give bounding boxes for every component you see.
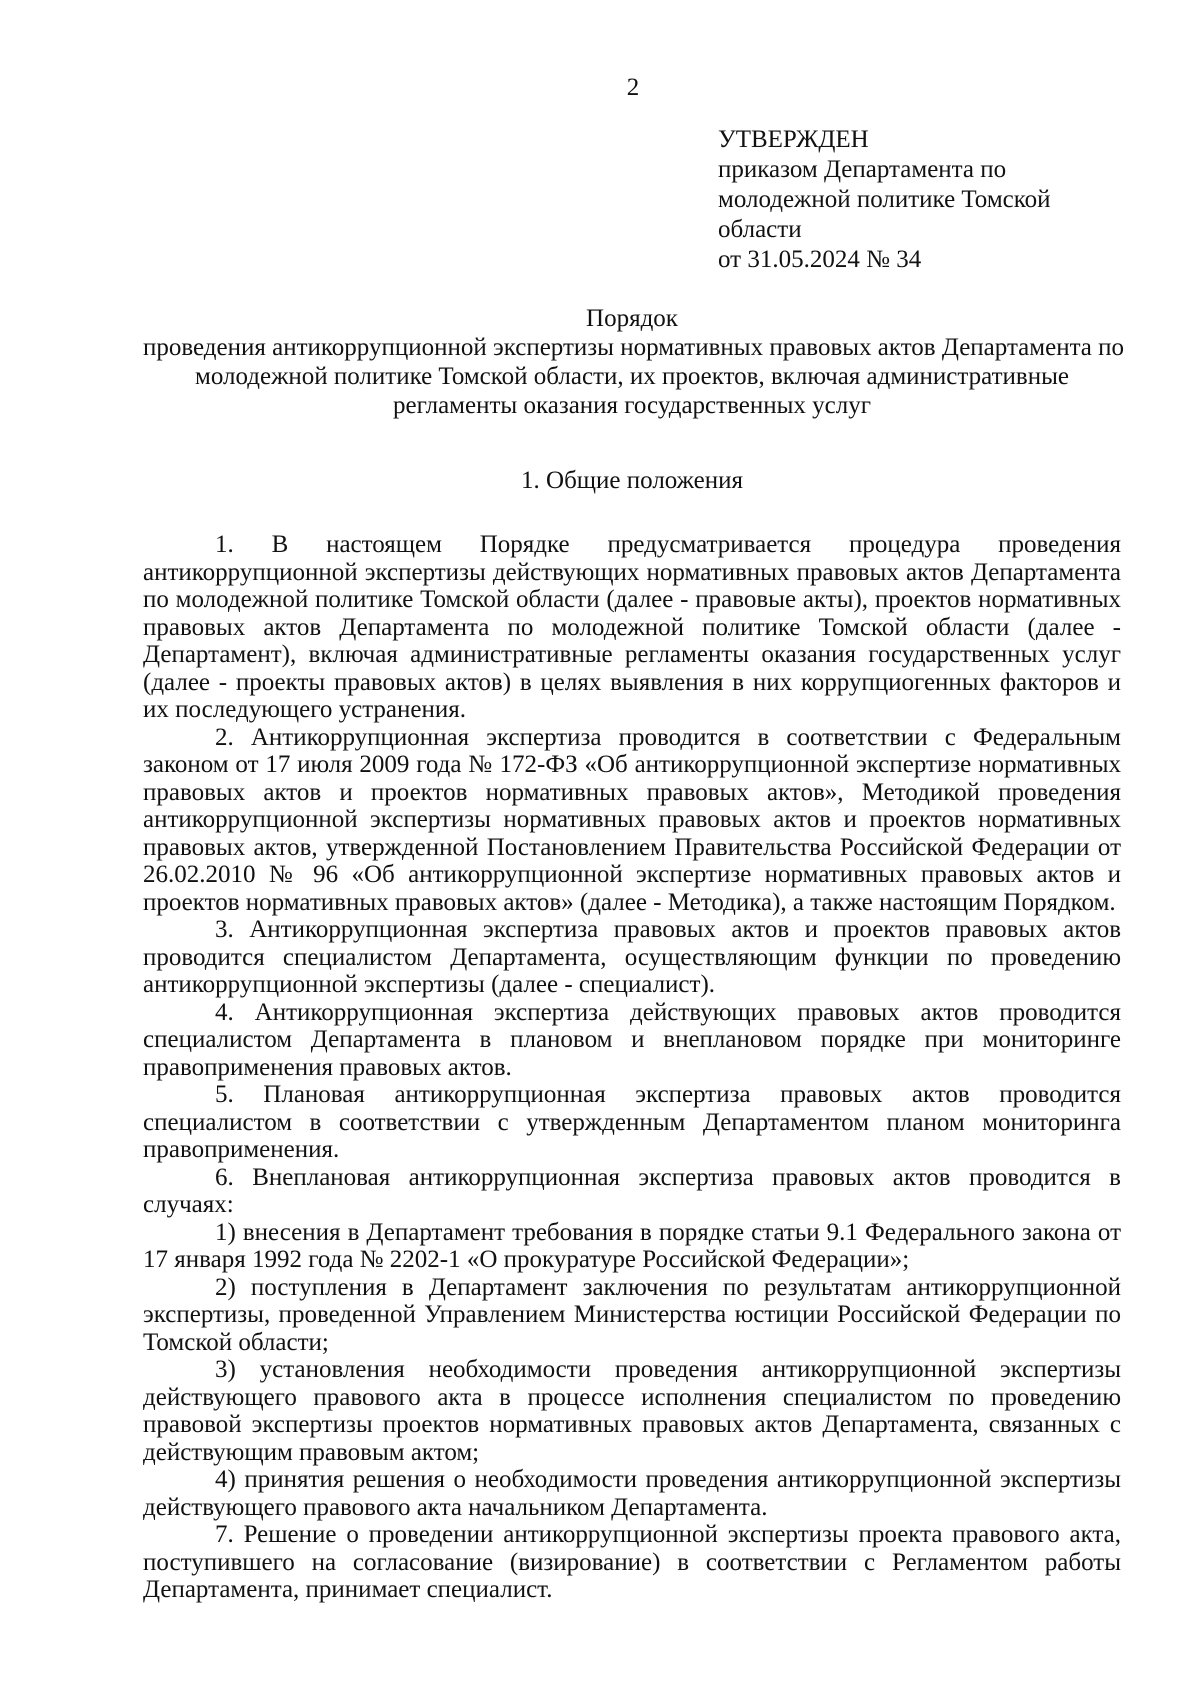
paragraph: 3. Антикоррупционная экспертиза правовых актов и проектов правовых актов проводится специалистом Департамента, осуществляющим функции по проведению антикоррупционной экспертизы (далее - специалист). xyxy=(143,916,1121,998)
paragraph: 1. В настоящем Порядке предусматривается процедура проведения антикоррупционной экспертизы действующих нормативных правовых актов Департамента по молодежной политике Томской области (далее - правовые акты), проектов нормативных правовых актов Департамента по молодежной политике Томской области (далее - Департамент), включая административные регламенты оказания государственных услуг (далее - проекты правовых актов) в целях выявления в них коррупциогенных факторов и их последующего устранения. xyxy=(143,531,1121,723)
title-line: Порядок xyxy=(586,305,678,332)
approval-stamp-block xyxy=(718,125,1148,275)
page-number: 2 xyxy=(626,74,640,101)
list-item: 4) принятия решения о необходимости проведения антикоррупционной экспертизы действующего правового акта начальником Департамента. xyxy=(143,1466,1121,1521)
list-item: 2) поступления в Департамент заключения по результатам антикоррупционной экспертизы, проведенной Управлением Министерства юстиции Российской Федерации по Томской области; xyxy=(143,1273,1121,1356)
approval-line: приказом Департамента по xyxy=(718,156,1007,183)
approval-date-line: от 31.05.2024 № 34 xyxy=(718,246,922,273)
title-line: проведения антикоррупционной экспертизы нормативных правовых актов Департамента по xyxy=(143,334,1125,361)
title-line: регламенты оказания государственных услуг xyxy=(393,392,871,419)
paragraph: 4. Антикоррупционная экспертиза действующих правовых актов проводится специалистом Департамента в плановом и внеплановом порядке при мониторинге правоприменения правовых актов. xyxy=(143,998,1121,1081)
list-item: 3) установления необходимости проведения антикоррупционной экспертизы действующего правового акта в процессе исполнения специалистом по проведению правовой экспертизы проектов нормативных правовых актов Департамента, связанных с действующим правовым актом; xyxy=(143,1356,1121,1466)
paragraph: 5. Плановая антикоррупционная экспертиза правовых актов проводится специалистом в соответствии с утвержденным Департаментом планом мониторинга правоприменения. xyxy=(143,1081,1121,1163)
approval-heading: УТВЕРЖДЕН xyxy=(718,126,869,153)
section-heading: 1. Общие положения xyxy=(521,467,743,494)
document-body xyxy=(143,531,1121,1604)
paragraph: 6. Внеплановая антикоррупционная экспертиза правовых актов проводится в случаях: xyxy=(143,1163,1121,1218)
paragraph: 7. Решение о проведении антикоррупционной экспертизы проекта правового акта, поступившего на согласование (визирование) в соответствии с Регламентом работы Департамента, принимает специалист. xyxy=(143,1521,1121,1603)
approval-line: молодежной политике Томской xyxy=(718,186,1051,213)
paragraph: 2. Антикоррупционная экспертиза проводится в соответствии с Федеральным законом от 17 июля 2009 года № 172-ФЗ «Об антикоррупционной экспертизе нормативных правовых актов и проектов нормативных правовых актов», Методикой проведения антикоррупционной экспертизы нормативных правовых актов и проектов нормативных правовых актов, утвержденной Постановлением Правительства Российской Федерации от 26.02.2010 № 96 «Об антикоррупционной экспертизе нормативных правовых актов и проектов нормативных правовых актов» (далее - Методика), а также настоящим Порядком. xyxy=(143,723,1121,916)
document-title xyxy=(143,304,1125,420)
list-item: 1) внесения в Департамент требования в порядке статьи 9.1 Федерального закона от 17 января 1992 года № 2202-1 «О прокуратуре Российской Федерации»; xyxy=(143,1218,1121,1273)
title-line: молодежной политике Томской области, их проектов, включая административные xyxy=(195,363,1069,390)
approval-line: области xyxy=(718,216,802,243)
